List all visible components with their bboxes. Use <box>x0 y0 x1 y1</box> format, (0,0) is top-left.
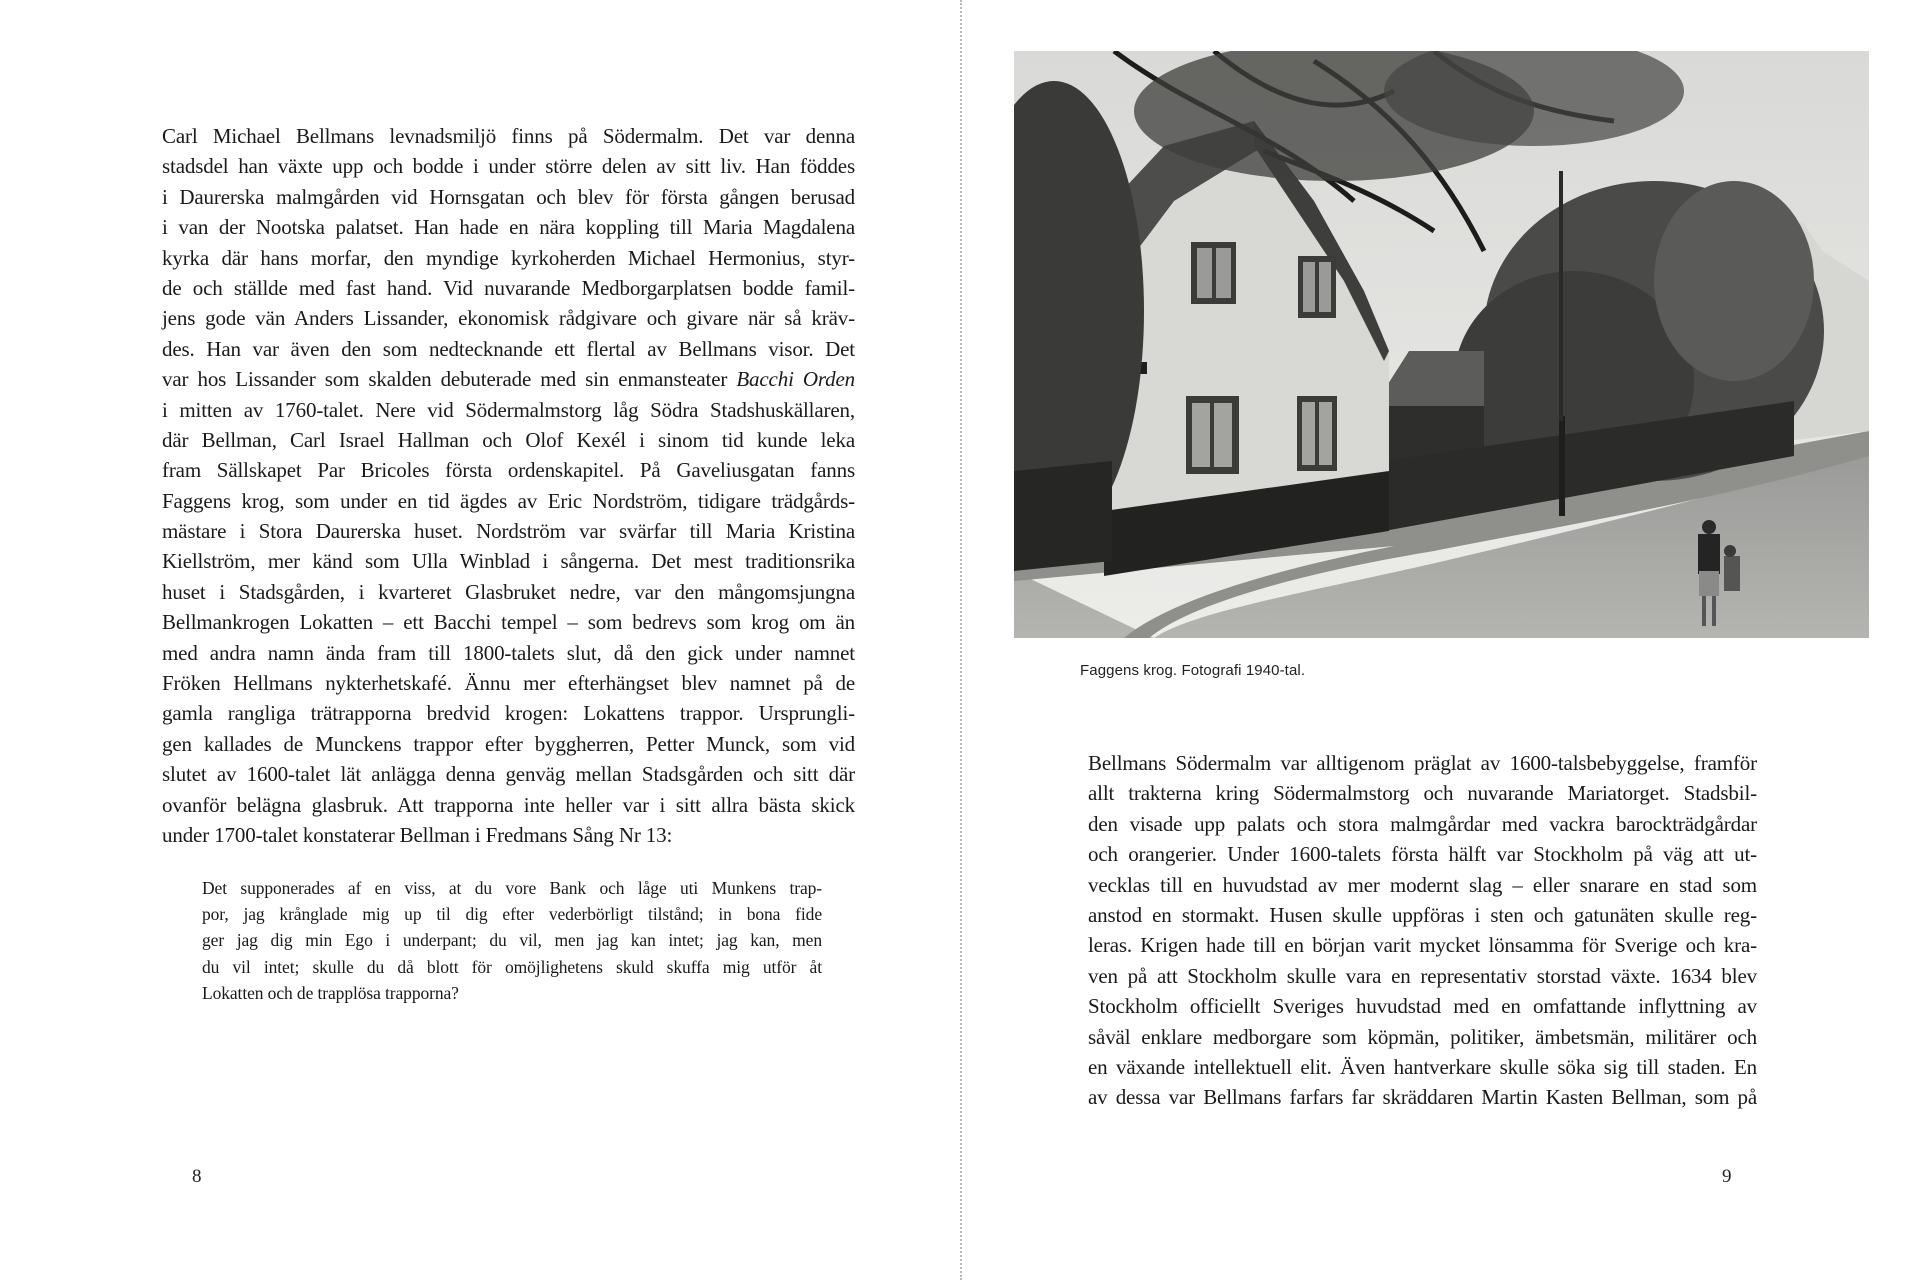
body-line: mästare i Stora Daurerska huset. Nordström var svärfar till Maria Kristina <box>162 519 855 544</box>
body-line: gamla rangliga trätrapporna bredvid krogen: Lokattens trappor. Ursprungli- <box>162 701 855 726</box>
body-line: Faggens krog, som under en tid ägdes av Eric Nordström, tidigare trädgårds- <box>162 488 855 513</box>
body-line: gen kallades de Munckens trappor efter byggherren, Petter Munck, som vid <box>162 731 855 756</box>
child <box>1724 556 1740 591</box>
body-line: de och ställde med fast hand. Vid nuvarande Medborgarplatsen bodde famil- <box>162 275 855 300</box>
photo-faggens-krog <box>1014 51 1869 638</box>
body-line: under 1700-talet konstaterar Bellman i Fredmans Sång Nr 13: <box>162 822 673 847</box>
body-line: huset i Stadsgården, i kvarteret Glasbruket nedre, var den mångomsjungna <box>162 579 855 604</box>
body-line-text: var hos Lissander som skalden debuterade med sin enmansteater <box>162 367 728 392</box>
body-line: Bellmans Södermalm var alltigenom präglat av 1600-talsbebyggelse, framför <box>1088 751 1757 775</box>
body-line: stadsdel han växte upp och bodde i under större delen av sitt liv. Han föddes <box>162 154 855 179</box>
body-line: ven på att Stockholm skulle vara en representativ storstad växte. 1634 blev <box>1088 963 1757 988</box>
spine-divider <box>960 0 962 1280</box>
body-line: jens gode vän Anders Lissander, ekonomisk rådgivare och givare när så kräv- <box>162 306 855 331</box>
block-quote <box>202 875 822 1006</box>
body-line: allt trakterna kring Södermalmstorg och nuvarande Mariatorget. Stadsbil- <box>1088 781 1757 806</box>
body-line: Bellmankrogen Lokatten – ett Bacchi tempel – som bedrevs som krog om än <box>162 610 855 635</box>
quote-line: Lokatten och de trapplösa trapporna? <box>202 982 459 1003</box>
utility-pole <box>1559 416 1565 516</box>
page-number-right: 9 <box>1722 1166 1732 1187</box>
photo-illustration <box>1014 51 1869 638</box>
body-line: med andra namn ända fram till 1800-talets slut, då den gick under namnet <box>162 640 855 665</box>
italic-work-title: Bacchi Orden <box>736 367 855 392</box>
right-page-body <box>1088 748 1757 1113</box>
body-line: i van der Nootska palatset. Han hade en nära koppling till Maria Magdalena <box>162 215 855 240</box>
body-line: i Daurerska malmgården vid Hornsgatan och blev för första gången berusad <box>162 184 855 209</box>
body-line: av dessa var Bellmans farfars far skräddaren Martin Kasten Bellman, som på <box>1088 1085 1757 1110</box>
body-line: Fröken Hellmans nykterhetskafé. Ännu mer efterhängset blev namnet på de <box>162 671 855 696</box>
quote-line: Det supponerades af en viss, at du vore Bank och låge uti Munkens trap- <box>202 878 822 898</box>
body-line: där Bellman, Carl Israel Hallman och Olof Kexél i sinom tid kunde leka <box>162 427 855 452</box>
quote-line: por, jag krånglade mig up til dig efter vederbörligt tilstånd; in bona fide <box>202 904 822 925</box>
quote-line: ger jag dig min Ego i underpant; du vil, men jag kan intet; jag kan, men <box>202 930 822 951</box>
body-line: ovanför belägna glasbruk. Att trapporna inte heller var i sitt allra bästa skick <box>162 792 855 817</box>
body-line: vecklas till en huvudstad av mer modernt slag – eller snarare en stad som <box>1088 872 1757 897</box>
body-line: och orangerier. Under 1600-talets första hälft var Stockholm på väg att ut- <box>1088 842 1757 867</box>
body-line: såväl enklare medborgare som köpmän, politiker, ämbetsmän, militärer och <box>1088 1024 1757 1049</box>
photo-caption: Faggens krog. Fotografi 1940-tal. <box>1080 662 1306 679</box>
body-line: des. Han var även den som nedtecknande ett flertal av Bellmans visor. Det <box>162 336 855 361</box>
body-line: anstod en stormakt. Husen skulle uppföras i sten och gatunäten skulle reg- <box>1088 902 1757 927</box>
quote-line: du vil intet; skulle du då blott för omöjlighetens skuld skuffa mig utför åt <box>202 956 822 977</box>
page-number-left: 8 <box>192 1166 202 1187</box>
body-line: en växande intellektuell elit. Även hantverkare skulle söka sig till staden. En <box>1088 1054 1757 1079</box>
left-page-body <box>162 121 855 850</box>
person <box>1698 534 1720 574</box>
body-line: i mitten av 1760-talet. Nere vid Södermalmstorg låg Södra Stadshuskällaren, <box>162 397 855 422</box>
left-fence <box>1014 461 1112 571</box>
body-line: Kiellström, mer känd som Ulla Winblad i sångerna. Det mest traditionsrika <box>162 549 855 574</box>
body-line: slutet av 1600-talet lät anlägga denna genväg mellan Stadsgården och sitt där <box>162 762 855 787</box>
body-line: den visade upp palats och stora malmgårdar med vackra barockträdgårdar <box>1088 811 1757 836</box>
body-line: fram Sällskapet Par Bricoles första ordenskapitel. På Gaveliusgatan fanns <box>162 458 855 483</box>
body-line: kyrka där hans morfar, den myndige kyrkoherden Michael Hermonius, styr- <box>162 245 855 270</box>
body-line: Carl Michael Bellmans levnadsmiljö finns på Södermalm. Det var denna <box>162 124 855 148</box>
body-line: Stockholm officiellt Sveriges huvudstad med en omfattande inflyttning av <box>1088 994 1757 1019</box>
body-line-with-title <box>162 364 855 394</box>
body-line: leras. Krigen hade till en början varit mycket lönsamma för Sverige och kra- <box>1088 933 1757 958</box>
